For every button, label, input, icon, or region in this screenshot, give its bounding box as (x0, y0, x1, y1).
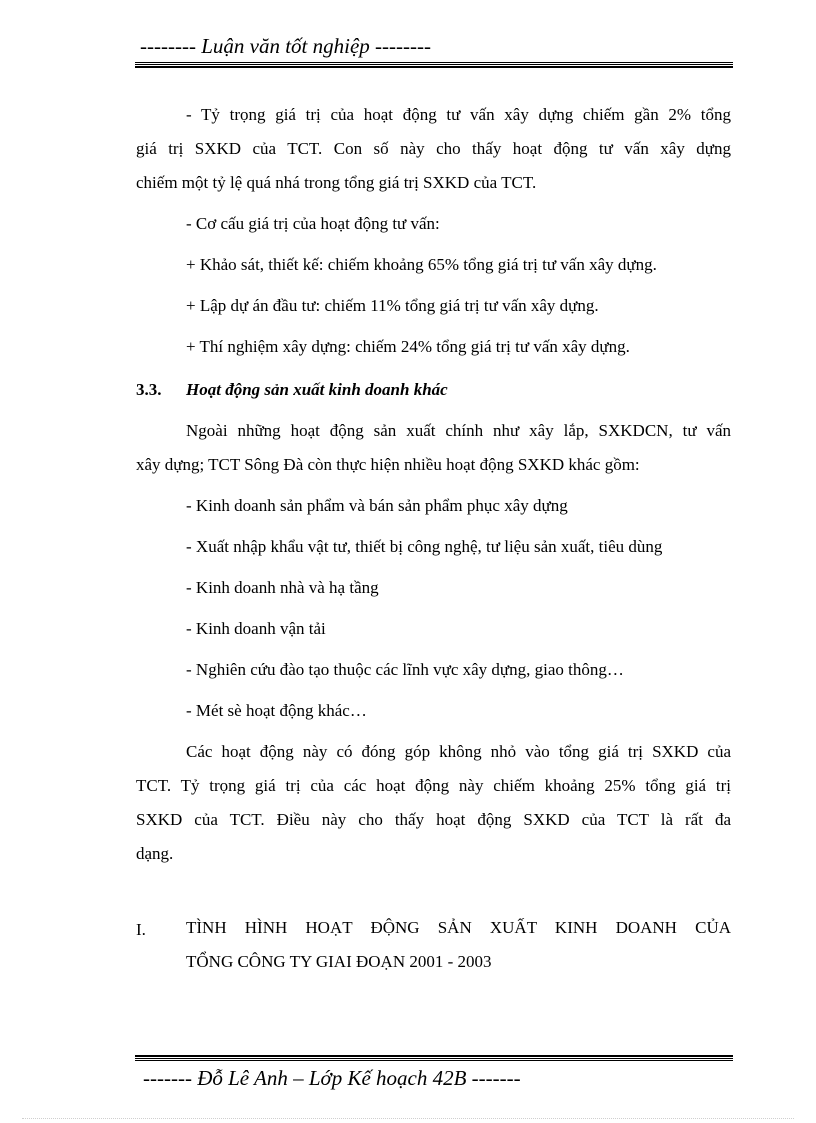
section-heading-i (136, 911, 731, 979)
activity-item: - Mét sè hoạt động khác… (186, 701, 367, 720)
structure-item: + Lập dự án đầu tư: chiếm 11% tổng giá trị tư vấn xây dựng. (186, 296, 599, 315)
activity-item: - Kinh doanh nhà và hạ tầng (186, 578, 379, 597)
structure-item: + Thí nghiệm xây dựng: chiếm 24% tổng giá trị tư vấn xây dựng. (186, 337, 630, 356)
section-title: Hoạt động sản xuất kinh doanh khác (186, 380, 448, 399)
section-title-line: TÌNH HÌNH HOẠT ĐỘNG SẢN XUẤT KINH DOANH CỦA (186, 918, 731, 937)
text-line: dạng. (136, 844, 174, 863)
activity-item: - Kinh doanh vận tải (186, 619, 326, 638)
section-number: I. (136, 920, 146, 939)
footer-divider (135, 1055, 733, 1061)
text-line: - Tỷ trọng giá trị của hoạt động tư vấn xây dựng chiếm gần 2% tổng (186, 105, 731, 124)
structure-item: + Khảo sát, thiết kế: chiếm khoảng 65% tổng giá trị tư vấn xây dựng. (186, 255, 657, 274)
activity-item: - Xuất nhập khẩu vật tư, thiết bị công nghệ, tư liệu sản xuất, tiêu dùng (186, 537, 663, 556)
page-footer-author: ------- Đỗ Lê Anh – Lớp Kế hoạch 42B ------- (143, 1066, 521, 1090)
section-heading-3-3 (136, 373, 731, 407)
page-edge-marker (22, 1118, 794, 1119)
text-line: giá trị SXKD của TCT. Con số này cho thấy hoạt động tư vấn xây dựng (136, 139, 731, 158)
activity-item: - Kinh doanh sản phẩm và bán sản phẩm phục xây dựng (186, 496, 568, 515)
header-divider (135, 62, 733, 68)
structure-intro: - Cơ cấu giá trị của hoạt động tư vấn: (186, 214, 440, 233)
document-body (136, 98, 731, 979)
paragraph-consulting-share (136, 98, 731, 200)
paragraph-contribution (136, 735, 731, 871)
text-line: Ngoài những hoạt động sản xuất chính như xây lắp, SXKDCN, tư vấn (186, 421, 731, 440)
page-header-title: -------- Luận văn tốt nghiệp -------- (140, 34, 431, 58)
text-line: chiếm một tỷ lệ quá nhá trong tổng giá trị SXKD của TCT. (136, 173, 537, 192)
section-title-line: TỔNG CÔNG TY GIAI ĐOẠN 2001 - 2003 (186, 952, 492, 971)
paragraph-other-activities (136, 414, 731, 482)
text-line: Các hoạt động này có đóng góp không nhỏ vào tổng giá trị SXKD của (186, 742, 731, 761)
text-line: TCT. Tỷ trọng giá trị của các hoạt động này chiếm khoảng 25% tổng giá trị (136, 776, 731, 795)
section-number: 3.3. (136, 380, 162, 399)
activity-item: - Nghiên cứu đào tạo thuộc các lĩnh vực xây dựng, giao thông… (186, 660, 624, 679)
text-line: xây dựng; TCT Sông Đà còn thực hiện nhiều hoạt động SXKD khác gồm: (136, 455, 640, 474)
text-line: SXKD của TCT. Điều này cho thấy hoạt động SXKD của TCT là rất đa (136, 810, 731, 829)
